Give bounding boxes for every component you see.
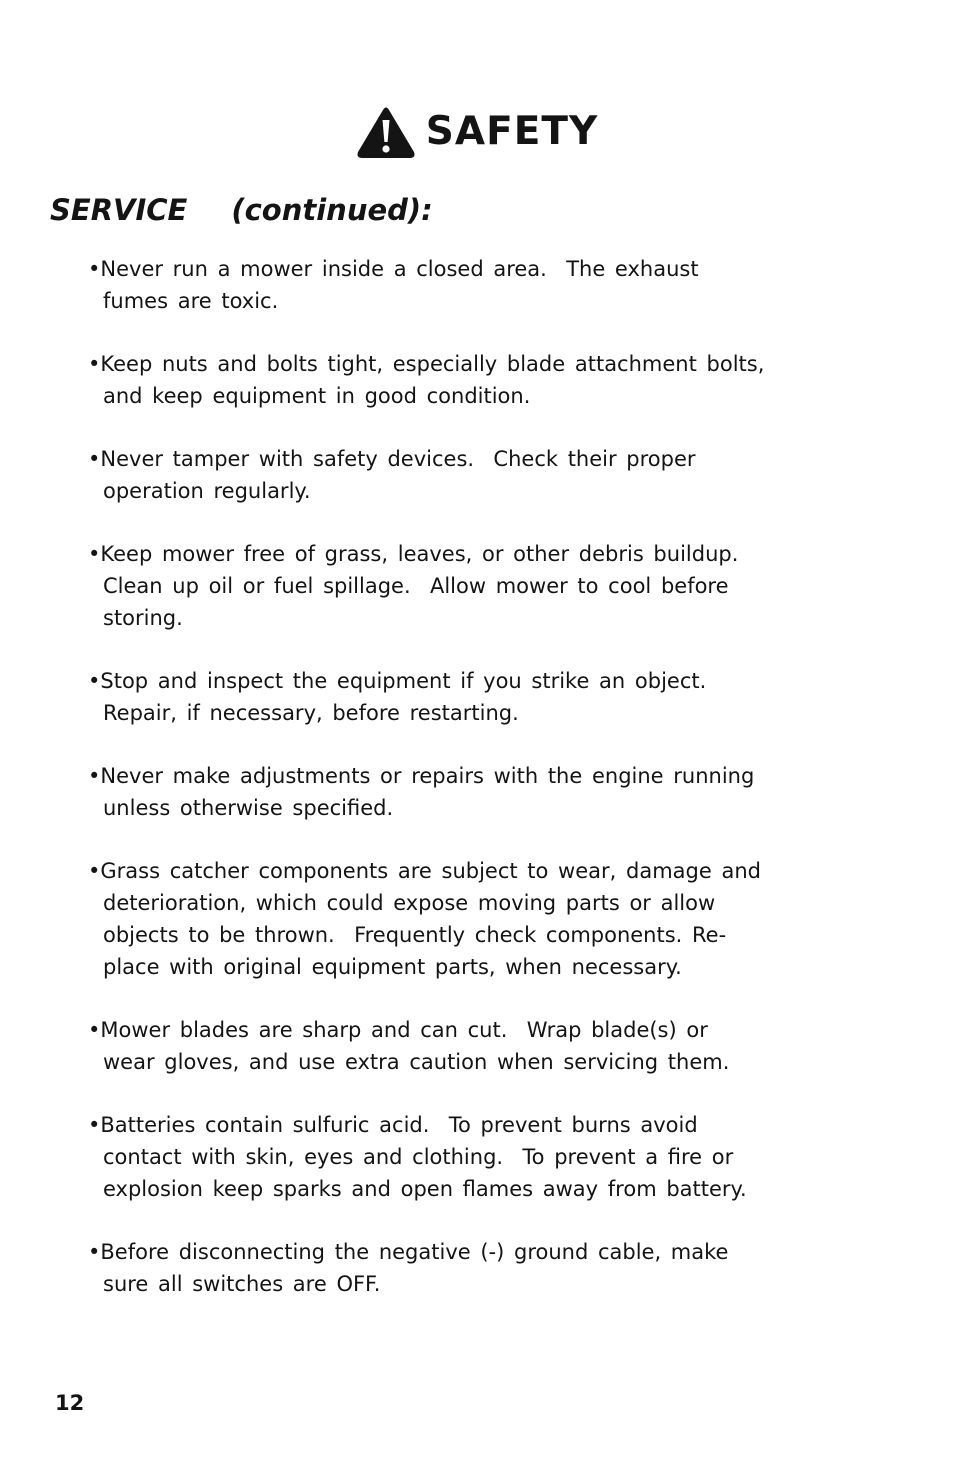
page-title: SAFETY [425, 109, 599, 154]
item-text-line: Clean up oil or fuel spillage. Allow mower to cool before [103, 574, 729, 598]
list-item [88, 665, 888, 729]
section-heading [50, 190, 433, 230]
page-header [0, 104, 954, 160]
item-text-line: fumes are toxic. [103, 289, 279, 313]
list-item [88, 348, 888, 412]
item-text-line: objects to be thrown. Frequently check components. Re- [103, 923, 727, 947]
page-number: 12 [55, 1391, 85, 1415]
item-text-line: storing. [103, 606, 183, 630]
item-text-line: place with original equipment parts, when necessary. [103, 955, 682, 979]
item-text-line: •Keep mower free of grass, leaves, or other debris buildup. [88, 542, 739, 566]
item-text-line: •Never make adjustments or repairs with the engine running [88, 764, 755, 788]
warning-triangle-icon [356, 105, 416, 159]
item-text-line: operation regularly. [103, 479, 311, 503]
section-title: SERVICE [50, 193, 188, 227]
item-text-line: •Mower blades are sharp and can cut. Wrap blade(s) or [88, 1018, 708, 1042]
item-text-line: and keep equipment in good condition. [103, 384, 531, 408]
item-text-line: wear gloves, and use extra caution when servicing them. [103, 1050, 730, 1074]
list-item [88, 443, 888, 507]
list-item [88, 253, 888, 317]
item-text-line: deterioration, which could expose moving parts or allow [103, 891, 716, 915]
item-text-line: explosion keep sparks and open flames away from battery. [103, 1177, 747, 1201]
list-item [88, 855, 888, 983]
item-text-line: •Before disconnecting the negative (-) ground cable, make [88, 1240, 729, 1264]
item-text-line: •Never run a mower inside a closed area. The exhaust [88, 257, 699, 281]
item-text-line: •Keep nuts and bolts tight, especially blade attachment bolts, [88, 352, 765, 376]
safety-instruction-list [88, 253, 888, 1331]
item-text-line: sure all switches are OFF. [103, 1272, 381, 1296]
item-text-line: contact with skin, eyes and clothing. To prevent a fire or [103, 1145, 734, 1169]
list-item [88, 1014, 888, 1078]
list-item [88, 538, 888, 634]
item-text-line: •Never tamper with safety devices. Check their proper [88, 447, 696, 471]
section-continued-label: (continued): [231, 193, 433, 227]
item-text-line: unless otherwise specified. [103, 796, 394, 820]
list-item [88, 1109, 888, 1205]
item-text-line: •Grass catcher components are subject to wear, damage and [88, 859, 761, 883]
item-text-line: Repair, if necessary, before restarting. [103, 701, 519, 725]
item-text-line: •Batteries contain sulfuric acid. To prevent burns avoid [88, 1113, 698, 1137]
list-item [88, 1236, 888, 1300]
list-item [88, 760, 888, 824]
item-text-line: •Stop and inspect the equipment if you strike an object. [88, 669, 707, 693]
